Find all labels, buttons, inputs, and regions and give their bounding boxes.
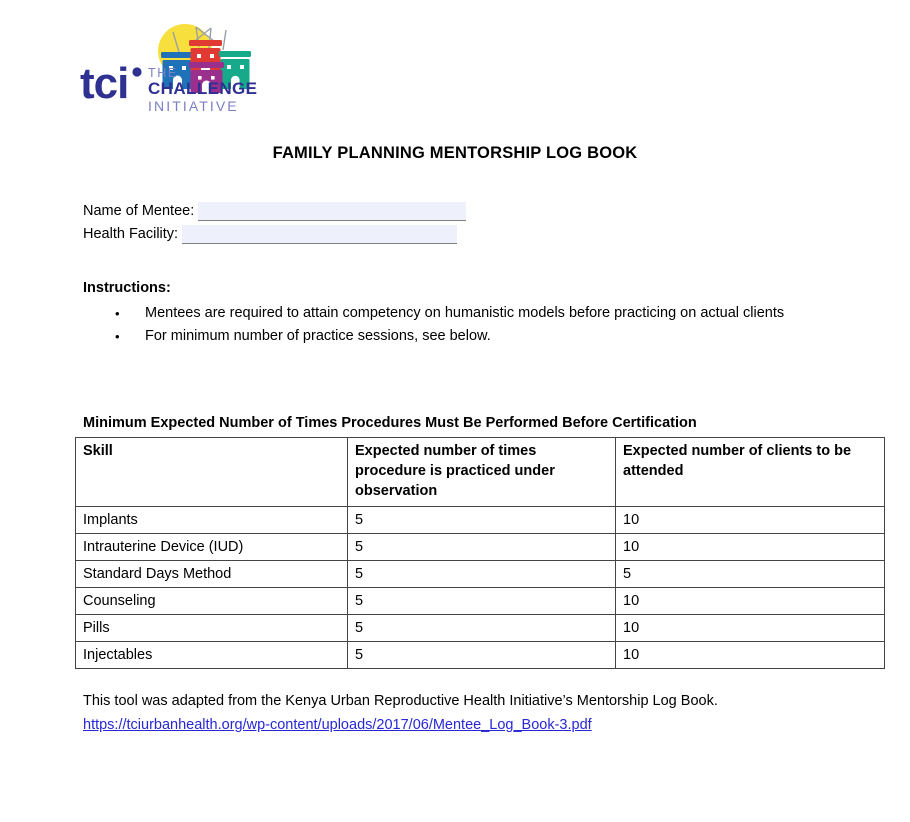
table-row [76, 561, 885, 588]
tci-wordmark: tci [80, 59, 129, 108]
health-facility-input[interactable] [182, 225, 457, 244]
logo-line-challenge: CHALLENGE [148, 79, 258, 98]
table-row [76, 588, 885, 615]
table-header [76, 438, 885, 507]
cell-observed: 5 [348, 507, 616, 534]
form-row-mentee [83, 199, 466, 221]
form-row-facility [83, 222, 466, 244]
cell-skill: Injectables [76, 642, 348, 669]
footer [83, 690, 843, 737]
tci-logo-svg [78, 14, 278, 124]
logo-line-initiative: INITIATIVE [148, 98, 239, 114]
bullet-icon: • [115, 329, 120, 344]
table-body [76, 507, 885, 669]
tci-dot-icon [132, 67, 141, 76]
cell-skill: Standard Days Method [76, 561, 348, 588]
cell-clients: 5 [616, 561, 885, 588]
column-header-observed: Expected number of times procedure is practiced under observation [348, 438, 616, 507]
logo-line-the: THE [148, 66, 178, 80]
cell-clients: 10 [616, 615, 885, 642]
form-fields [83, 199, 466, 245]
list-item [83, 326, 813, 347]
cell-clients: 10 [616, 588, 885, 615]
table-row [76, 507, 885, 534]
cell-clients: 10 [616, 534, 885, 561]
table-caption: Minimum Expected Number of Times Procedures Must Be Performed Before Certification [83, 415, 697, 431]
table-row [76, 534, 885, 561]
mentee-name-input[interactable] [198, 202, 466, 221]
cell-clients: 10 [616, 642, 885, 669]
instructions-heading: Instructions: [83, 280, 171, 296]
cell-observed: 5 [348, 642, 616, 669]
mentee-label: Name of Mentee: [83, 203, 195, 219]
cell-skill: Intrauterine Device (IUD) [76, 534, 348, 561]
list-item [83, 303, 813, 324]
list-item-text: Mentees are required to attain competency on humanistic models before practicing on actual clients [145, 305, 785, 321]
list-item-text: For minimum number of practice sessions, see below. [145, 328, 491, 344]
cell-skill: Counseling [76, 588, 348, 615]
column-header-skill: Skill [76, 438, 348, 507]
source-link[interactable]: https://tciurbanhealth.org/wp-content/uploads/2017/06/Mentee_Log_Book-3.pdf [83, 717, 592, 733]
table-header-row [76, 438, 885, 507]
cell-observed: 5 [348, 588, 616, 615]
table-row [76, 642, 885, 669]
cell-observed: 5 [348, 615, 616, 642]
instructions-list [83, 303, 813, 349]
cell-observed: 5 [348, 561, 616, 588]
table-row [76, 615, 885, 642]
facility-label: Health Facility: [83, 226, 179, 242]
cell-skill: Implants [76, 507, 348, 534]
cell-skill: Pills [76, 615, 348, 642]
certification-table [75, 437, 885, 669]
cell-observed: 5 [348, 534, 616, 561]
tci-logo [78, 14, 278, 124]
cell-clients: 10 [616, 507, 885, 534]
footer-note: This tool was adapted from the Kenya Urban Reproductive Health Initiative’s Mentorship Log Book. [83, 693, 718, 709]
column-header-clients: Expected number of clients to be attended [616, 438, 885, 507]
bullet-icon: • [115, 306, 120, 321]
page-title: FAMILY PLANNING MENTORSHIP LOG BOOK [272, 144, 638, 162]
